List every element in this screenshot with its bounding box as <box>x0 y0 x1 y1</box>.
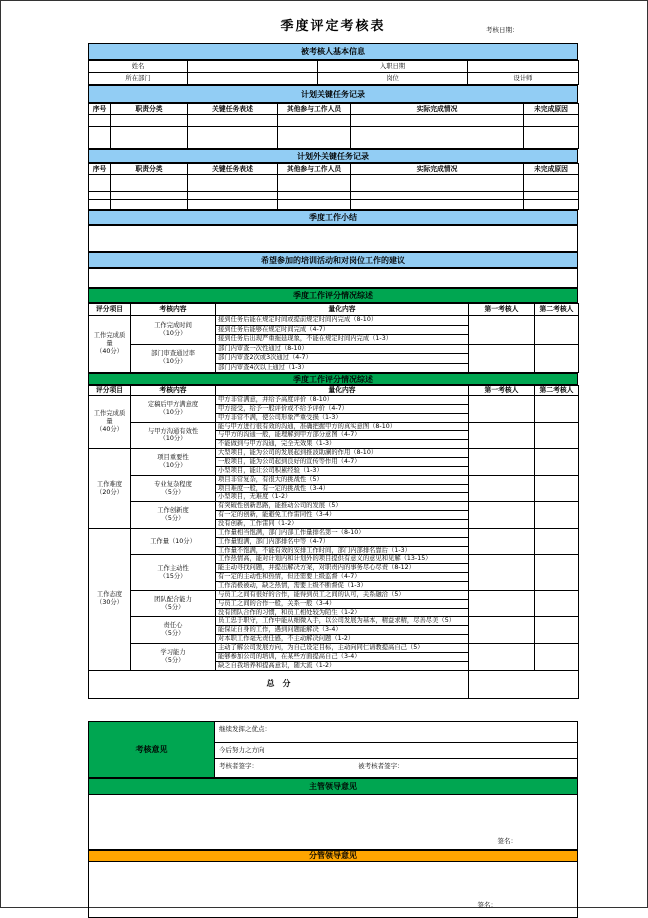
item-score: （10分） <box>168 537 196 545</box>
position-value-cell: 设计师 <box>468 73 579 85</box>
item-name: 工作量 <box>150 537 169 545</box>
score-criteria-cell: 甲方非常满意，并给予高度评价（8-10） <box>216 396 469 405</box>
score-criteria-cell: 小型项目，能让公司积累经验（1-3） <box>216 466 469 475</box>
assessor2-score-cell[interactable] <box>535 475 579 502</box>
assessor1-score-cell[interactable] <box>469 449 535 476</box>
task-cell[interactable] <box>278 175 351 192</box>
assessor2-score-cell[interactable] <box>535 502 579 529</box>
group-score: （40分） <box>96 347 123 355</box>
score-criteria-cell: 有一定的创新，能避免工作雷同性（3-4） <box>216 511 469 520</box>
col-header-seq: 序号 <box>89 104 111 115</box>
assessor2-score-cell[interactable] <box>535 316 579 345</box>
section-header-unplanned-tasks: 计划外关键任务记录 <box>88 149 578 163</box>
col-header-uncompleted-reason: 未完成原因 <box>524 104 579 115</box>
col-header-uncompleted-reason: 未完成原因 <box>524 164 579 175</box>
score-item-cell <box>131 449 216 476</box>
assessor1-score-cell[interactable] <box>469 555 535 590</box>
score-criteria-cell: 能保证自身的工作，遇到问题能解决（3-4） <box>216 626 469 635</box>
task-cell[interactable] <box>524 127 579 149</box>
score-criteria-cell: 接到任务后能在规定时间或提前规定时间内完成（8-10） <box>216 316 469 326</box>
assessor1-score-cell[interactable] <box>469 502 535 529</box>
score-criteria-cell: 甲方接受，给予一般评价或不给予评价（4-7） <box>216 404 469 413</box>
score-criteria-cell: 能主动寻找问题，并提出解决方案，对职责内的事务尽心尽责（8-12） <box>216 564 469 573</box>
assessor2-score-cell[interactable] <box>535 344 579 373</box>
item-name: 工作完成时间 <box>154 321 192 329</box>
hire-date-label: 入职日期 <box>318 61 468 73</box>
section-header-basic-info: 被考核人基本信息 <box>88 43 578 60</box>
score-criteria-cell: 工作量不饱满，不能有效的安排工作时间，部门内部排名靠后（1-3） <box>216 546 469 555</box>
task-cell[interactable] <box>188 192 278 200</box>
department-label: 所在部门 <box>89 73 188 85</box>
quarter-summary-input-area[interactable] <box>88 225 578 252</box>
item-score: （5分） <box>161 515 185 523</box>
task-cell[interactable] <box>111 127 188 149</box>
scoring-table-2 <box>88 385 579 699</box>
score-item-cell <box>131 644 216 671</box>
basic-info-table <box>88 60 579 85</box>
score-criteria-cell: 与甲方的沟通一般，能理解到甲方部分意图（4-7） <box>216 431 469 440</box>
assessor1-score-cell[interactable] <box>469 475 535 502</box>
table-row <box>89 115 579 127</box>
assessor1-score-cell[interactable] <box>469 422 535 449</box>
score-criteria-cell: 能与甲方进行很有效的沟通，准确把握甲方的真实意图（8-10） <box>216 422 469 431</box>
col-header-quantified-content: 量化内容 <box>216 386 469 396</box>
item-name: 团队配合能力 <box>154 595 192 603</box>
task-cell[interactable] <box>524 192 579 200</box>
group-score: （40分） <box>96 426 123 433</box>
assessor1-score-cell[interactable] <box>469 396 535 423</box>
table-row <box>89 192 579 200</box>
name-input-cell[interactable] <box>188 61 318 73</box>
score-criteria-cell: 没有团队合作的习惯，和员工相处较为陌生（1-2） <box>216 608 469 617</box>
score-item-cell <box>131 316 216 345</box>
score-group-cell <box>89 449 131 529</box>
score-criteria-cell: 项目难度一般，有一定的挑战性（3-4） <box>216 484 469 493</box>
task-cell[interactable] <box>188 115 278 127</box>
hire-date-input-cell[interactable] <box>468 61 579 73</box>
col-header-other-staff: 其他参与工作人员 <box>278 164 351 175</box>
item-score: （10分） <box>159 461 187 469</box>
group-name: 工作态度 <box>96 591 123 599</box>
task-cell[interactable] <box>111 192 188 200</box>
col-header-task-desc: 关键任务表述 <box>188 104 278 115</box>
score-criteria-cell: 部门内审查2次或3次通过（4-7） <box>216 354 469 364</box>
score-criteria-cell: 对本职工作毫无责任感，不主动解决问题（1-2） <box>216 635 469 644</box>
training-suggestion-input-area[interactable] <box>88 268 578 288</box>
assessor2-score-cell[interactable] <box>535 590 579 617</box>
score-criteria-cell: 工作量相当饱满，部门内部工作量排名第一（8-10） <box>216 528 469 537</box>
review-opinion-label: 考核意见 <box>88 721 215 778</box>
score-criteria-cell: 大型项目，能为公司的发展起到推波助澜的作用（8-10） <box>216 449 469 458</box>
strengths-input-line[interactable]: 继续发挥之优点： <box>215 721 578 743</box>
item-score: （5分） <box>161 630 185 638</box>
item-name: 项目重要性 <box>157 454 189 462</box>
col-header-assessor-1: 第一考核人 <box>469 304 535 316</box>
item-name: 工作主动性 <box>157 564 189 572</box>
section-header-scoring-1: 季度工作评分情况综述 <box>88 288 578 303</box>
score-criteria-cell: 不能做到与甲方沟通，完全无效果（1-3） <box>216 440 469 449</box>
col-header-other-staff: 其他参与工作人员 <box>278 104 351 115</box>
review-opinion-content <box>215 721 578 778</box>
section-header-quarter-summary: 季度工作小结 <box>88 210 578 225</box>
assessor2-score-cell[interactable] <box>535 644 579 671</box>
score-criteria-cell: 接到任务后出现严重拖延现象，不能在规定时间内完成（1-3） <box>216 335 469 345</box>
item-score: （10分） <box>159 408 187 416</box>
group-name: 工作难度 <box>96 480 123 488</box>
score-criteria-cell: 能够参加公司的培训，在某些方面提高自己（3-4） <box>216 652 469 661</box>
score-item-cell <box>131 590 216 617</box>
col-header-assessor-1: 第一考核人 <box>469 386 535 396</box>
assessee-signature-label[interactable]: 被考核者签字： <box>358 761 404 770</box>
assessor2-score-cell[interactable] <box>535 617 579 644</box>
score-criteria-cell: 一般项目，能为公司起到良好的宣传等作用（4-7） <box>216 458 469 467</box>
item-name: 部门审查通过率 <box>150 350 196 358</box>
col-header-quantified-content: 量化内容 <box>216 304 469 316</box>
signature-line[interactable] <box>215 759 578 778</box>
task-cell[interactable] <box>89 200 111 210</box>
total-score-value-cell[interactable] <box>469 670 579 698</box>
assessor1-score-cell[interactable] <box>469 344 535 373</box>
table-row <box>89 127 579 149</box>
score-item-cell <box>131 344 216 373</box>
section-gap <box>88 699 578 721</box>
col-header-seq: 序号 <box>89 164 111 175</box>
col-header-assess-content: 考核内容 <box>131 304 216 316</box>
item-score: （5分） <box>161 488 185 496</box>
section-header-training-suggestion: 希望参加的培训活动和对岗位工作的建议 <box>88 252 578 268</box>
task-cell[interactable] <box>524 115 579 127</box>
department-input-cell[interactable] <box>188 73 318 85</box>
score-criteria-cell: 小型项目，无难度（1-2） <box>216 493 469 502</box>
score-criteria-cell: 工作消极被动，缺乏热情，需要上级不断督促（1-3） <box>216 582 469 591</box>
group-score: （20分） <box>96 488 123 496</box>
task-cell[interactable] <box>351 192 524 200</box>
score-criteria-cell: 工作热情高，能对计划内和计划外的项目提供有意义的意见和见解（13-15） <box>216 555 469 564</box>
assessor1-score-cell[interactable] <box>469 528 535 555</box>
score-criteria-cell: 员工忠于职守，工作中能从细微入手，以公司发展为基本，精益求精，尽善尽美（5） <box>216 617 469 626</box>
task-cell[interactable] <box>188 200 278 210</box>
score-criteria-cell: 与员工之间有很好的合作，能得到员工之间的认可，关系融洽（5） <box>216 590 469 599</box>
task-cell[interactable] <box>351 115 524 127</box>
score-item-cell <box>131 422 216 449</box>
score-criteria-cell: 主动了解公司发展方向，为自己设定目标，主动向同仁请教提高自己（5） <box>216 644 469 653</box>
task-cell[interactable] <box>89 127 111 149</box>
score-criteria-cell: 有突破性创新思路，能推动公司的发展（5） <box>216 502 469 511</box>
position-label: 岗位 <box>318 73 468 85</box>
item-name: 与甲方沟通有效性 <box>147 427 199 435</box>
direction-input-line[interactable]: 今后努力之方向 <box>215 743 578 759</box>
task-cell[interactable] <box>111 115 188 127</box>
col-header-completion: 实际完成情况 <box>351 164 524 175</box>
group-name: 工作完成质量 <box>93 410 126 426</box>
score-criteria-cell: 与员工之间的合作一般，关系一般（3-4） <box>216 599 469 608</box>
table-row <box>89 175 579 192</box>
item-score: （5分） <box>161 603 185 611</box>
task-cell[interactable] <box>89 192 111 200</box>
task-cell[interactable] <box>111 200 188 210</box>
item-score: （10分） <box>159 329 187 337</box>
item-name: 责任心 <box>163 622 183 630</box>
score-group-cell <box>89 316 131 373</box>
col-header-completion: 实际完成情况 <box>351 104 524 115</box>
col-header-assessor-2: 第二考核人 <box>535 386 579 396</box>
score-group-cell <box>89 528 131 670</box>
score-criteria-cell: 工作量饱满，部门内部排名中等（4-7） <box>216 537 469 546</box>
assessor1-score-cell[interactable] <box>469 617 535 644</box>
task-cell[interactable] <box>351 175 524 192</box>
supervisor-sign-label: 签名： <box>497 836 517 845</box>
col-header-score-item: 评分项目 <box>89 386 131 396</box>
task-cell[interactable] <box>278 200 351 210</box>
score-group-cell <box>89 396 131 449</box>
task-cell[interactable] <box>278 192 351 200</box>
col-header-duty-type: 职责分类 <box>111 104 188 115</box>
task-cell[interactable] <box>188 175 278 192</box>
item-score: （5分） <box>161 656 185 664</box>
assessor2-score-cell[interactable] <box>535 449 579 476</box>
section-header-supervisor-opinion: 主管领导意见 <box>88 778 578 795</box>
assessor1-score-cell[interactable] <box>469 644 535 671</box>
unplanned-tasks-table <box>88 163 579 210</box>
task-cell[interactable] <box>351 200 524 210</box>
score-criteria-cell: 没有创新，工作雷同（1-2） <box>216 520 469 529</box>
task-cell[interactable] <box>278 115 351 127</box>
task-cell[interactable] <box>351 127 524 149</box>
assessor1-score-cell[interactable] <box>469 590 535 617</box>
group-score: （30分） <box>96 599 123 607</box>
assessor2-score-cell[interactable] <box>535 422 579 449</box>
task-cell[interactable] <box>89 175 111 192</box>
task-cell[interactable] <box>89 115 111 127</box>
score-item-cell <box>131 396 216 423</box>
col-header-score-item: 评分项目 <box>89 304 131 316</box>
total-score-label: 总 分 <box>89 670 469 698</box>
score-criteria-cell: 部门内审查4次以上通过（1-3） <box>216 363 469 373</box>
section-header-scoring-2: 季度工作评分情况综述 <box>88 373 578 385</box>
col-header-assess-content: 考核内容 <box>131 386 216 396</box>
item-name: 学习能力 <box>160 648 186 656</box>
assessor-signature-label[interactable]: 考核者签字： <box>219 761 258 770</box>
task-cell[interactable] <box>278 127 351 149</box>
task-cell[interactable] <box>524 200 579 210</box>
task-cell[interactable] <box>111 175 188 192</box>
item-score: （10分） <box>159 435 187 443</box>
item-name: 专业复杂程度 <box>154 480 192 488</box>
item-name: 工作创新度 <box>157 507 189 515</box>
assessor2-score-cell[interactable] <box>535 396 579 423</box>
planned-tasks-table <box>88 103 579 149</box>
assessor2-score-cell[interactable] <box>535 528 579 555</box>
section-header-division-opinion: 分管领导意见 <box>88 850 578 862</box>
score-item-cell <box>131 555 216 590</box>
page-title: 季度评定考核表 <box>280 19 386 34</box>
score-item-cell <box>131 617 216 644</box>
scoring-table-1 <box>88 303 579 373</box>
supervisor-opinion-input-area[interactable] <box>88 795 578 850</box>
title-bar <box>88 9 578 43</box>
group-name: 工作完成质量 <box>93 332 126 348</box>
col-header-assessor-2: 第二考核人 <box>535 304 579 316</box>
form-content <box>88 9 578 918</box>
division-opinion-input-area[interactable] <box>88 862 578 918</box>
item-score: （15分） <box>159 572 187 580</box>
division-sign-label: 签名： <box>477 900 497 909</box>
score-criteria-cell: 部门内审查一次性通过（8-10） <box>216 344 469 354</box>
score-item-cell <box>131 475 216 502</box>
opinions-block <box>88 721 578 918</box>
assessor1-score-cell[interactable] <box>469 316 535 345</box>
item-score: （10分） <box>159 358 187 366</box>
col-header-duty-type: 职责分类 <box>111 164 188 175</box>
table-row <box>89 200 579 210</box>
score-item-cell <box>131 528 216 555</box>
assessment-date-label: 考核日期： <box>486 26 519 34</box>
name-label: 姓名 <box>89 61 188 73</box>
task-cell[interactable] <box>188 127 278 149</box>
item-name: 定稿后甲方满意度 <box>147 400 199 408</box>
review-opinion-row <box>88 721 578 778</box>
score-criteria-cell: 甲方非常不满，使公司形象严重受损（1-3） <box>216 413 469 422</box>
col-header-task-desc: 关键任务表述 <box>188 164 278 175</box>
task-cell[interactable] <box>524 175 579 192</box>
assessor2-score-cell[interactable] <box>535 555 579 590</box>
score-criteria-cell: 接到任务后能够在规定时间完成（4-7） <box>216 325 469 335</box>
score-criteria-cell: 项目非常复杂，有很大的挑战性（5） <box>216 475 469 484</box>
section-header-planned-tasks: 计划关键任务记录 <box>88 85 578 103</box>
score-item-cell <box>131 502 216 529</box>
score-criteria-cell: 缺乏自我培养和提高意识，随大流（1-2） <box>216 661 469 670</box>
score-criteria-cell: 有一定的主动性和热情，但还需要上级监督（4-7） <box>216 573 469 582</box>
